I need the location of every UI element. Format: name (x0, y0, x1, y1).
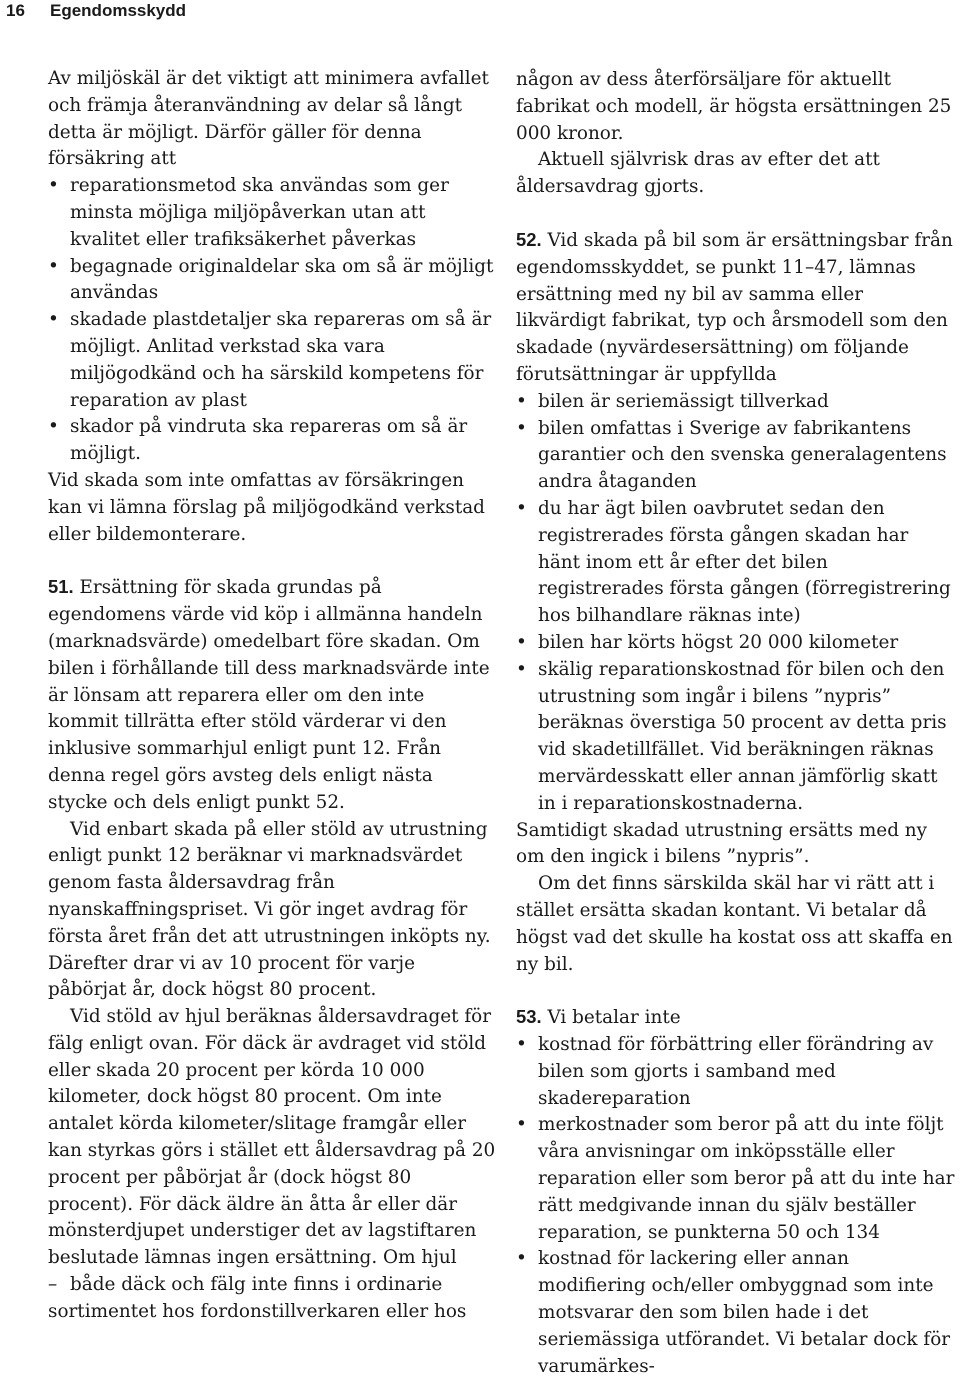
list-item: • du har ägt bilen oavbrutet sedan den registrerades första gången skadan har hänt inom ett år efter det bilen registrerades första gången (förregistrering hos bilhandlare räknas inte) (516, 496, 956, 630)
list-item: • bilen är seriemässigt tillverkad (516, 389, 956, 416)
workshop-paragraph: Vid skada som inte omfattas av försäkringen kan vi lämna förslag på miljögodkänd verkstad eller bildemonterare. (48, 469, 485, 545)
list-item: • skälig reparationskostnad för bilen och den utrustning som ingår i bilens ”nypris” beräknas överstiga 50 procent av detta pris vid skadetillfället. Vid beräkningen räknas mervärdesskatt eller annan jämförlig skatt in i reparationskostnaderna. (516, 657, 956, 818)
section-52-text: Vid skada på bil som är ersättningsbar från egendomsskyddet, se punkt 11–47, lämnas ersättning med ny bil av samma eller likvärdigt fabrikat, typ och årsmodell som den skadade (nyvärdesersättning) om följande förutsättningar är uppfyllda (516, 229, 953, 385)
cash-compensation-paragraph: Om det finns särskilda skäl har vi rätt att i stället ersätta skadan kontant. Vi betalar då högst vad det skulle ha kostat oss att skaffa en ny bil. (516, 873, 953, 975)
list-item: • reparationsmetod ska användas som ger minsta möjliga miljöpåverkan utan att kvalitet eller trafiksäkerhet påverkas (48, 173, 496, 253)
list-item: • kostnad för förbättring eller förändring av bilen som gjorts i samband med skadereparation (516, 1032, 956, 1112)
deductible-paragraph: Aktuell självrisk dras av efter det att åldersavdrag gjorts. (516, 149, 880, 198)
section-number: 53. (516, 1006, 542, 1028)
dash-line (48, 1272, 496, 1299)
section-number: 51. (48, 576, 74, 598)
section-53 (516, 1004, 956, 1032)
last-line: sortimentet hos fordonstillverkaren eller hos (48, 1300, 467, 1322)
section-52 (516, 227, 956, 389)
list-item: • bilen har körts högst 20 000 kilometer (516, 630, 956, 657)
dash-line-text: både däck och fälg inte finns i ordinarie (70, 1274, 443, 1296)
list-item: • skadade plastdetaljer ska repareras om så är möjligt. Anlitad verkstad ska vara miljögodkänd och ha särskild kompetens för reparation av plast (48, 307, 496, 414)
page-header (0, 0, 960, 22)
exclusions-list (516, 1032, 956, 1380)
environment-bullet-list (48, 173, 496, 468)
list-item: • bilen omfattas i Sverige av fabrikantens garantier och den svenska generalagentens andra åtaganden (516, 416, 956, 496)
section-number: 52. (516, 228, 542, 250)
right-column (516, 67, 956, 1380)
equipment-paragraph: Samtidigt skadad utrustning ersätts med ny om den ingick i bilens ”nypris”. (516, 819, 928, 868)
continued-paragraph: någon av dess återförsäljare för aktuellt fabrikat och modell, är högsta ersättningen 25 000 kronor. (516, 69, 952, 144)
page-title: Egendomsskydd (50, 1, 187, 20)
left-column (48, 66, 496, 1326)
section-51 (48, 574, 496, 816)
section-53-text: Vi betalar inte (547, 1007, 681, 1029)
intro-paragraph: Av miljöskäl är det viktigt att minimera avfallet och främja återanvändning av delar så långt detta är möjligt. Därför gäller för denna försäkring att (48, 68, 489, 170)
list-item: • merkostnader som beror på att du inte följt våra anvisningar om inköpsställe eller reparation eller som beror på att du inte har rätt medgivande innan du själv beställer reparation, se punkterna 50 och 134 (516, 1112, 956, 1246)
list-item: • skador på vindruta ska repareras om så är möjligt. (48, 414, 496, 468)
section-51-paragraph-3: Vid stöld av hjul beräknas åldersavdraget för fälg enligt ovan. För däck är avdraget vid stöld eller skada 20 procent per körda 10 000 kilometer, dock högst 80 procent. Om inte antalet körda kilometer/slitage framgår eller kan styrkas görs i stället ett åldersavdrag på 20 procent per påbörjat år (dock högst 80 procent). För däck äldre än åtta år eller där mönsterdjupet understiger det av lagstiftaren beslutade lämnas ingen ersättning. Om hjul (48, 1006, 496, 1269)
new-car-conditions-list (516, 389, 956, 818)
page-number: 16 (6, 1, 25, 20)
list-item: • begagnade originaldelar ska om så är möjligt användas (48, 254, 496, 308)
list-item: • kostnad för lackering eller annan modifiering och/eller ombyggnad som inte motsvarar den som bilen hade i det seriemässiga utförandet. Vi betalar dock för varumärkes- (516, 1246, 956, 1380)
section-51-paragraph-2: Vid enbart skada på eller stöld av utrustning enligt punkt 12 beräknar vi marknadsvärdet genom fasta åldersavdrag från nyanskaffningspriset. Vi gör inget avdrag för första året från det att utrustningen inköpts ny. Därefter drar vi av 10 procent för varje påbörjat år, dock högst 80 procent. (48, 818, 491, 1001)
dash-mark: – (48, 1274, 58, 1296)
section-51-text: Ersättning för skada grundas på egendomens värde vid köp i allmänna handeln (marknadsvärde) omedelbart före skadan. Om bilen i förhållande till dess marknadsvärde inte är lönsam att reparera eller om den inte kommit tillrätta efter stöld värderar vi den inklusive sommarhjul enligt punt 12. Från denna regel görs avsteg dels enligt nästa stycke och dels enligt punkt 52. (48, 577, 490, 813)
